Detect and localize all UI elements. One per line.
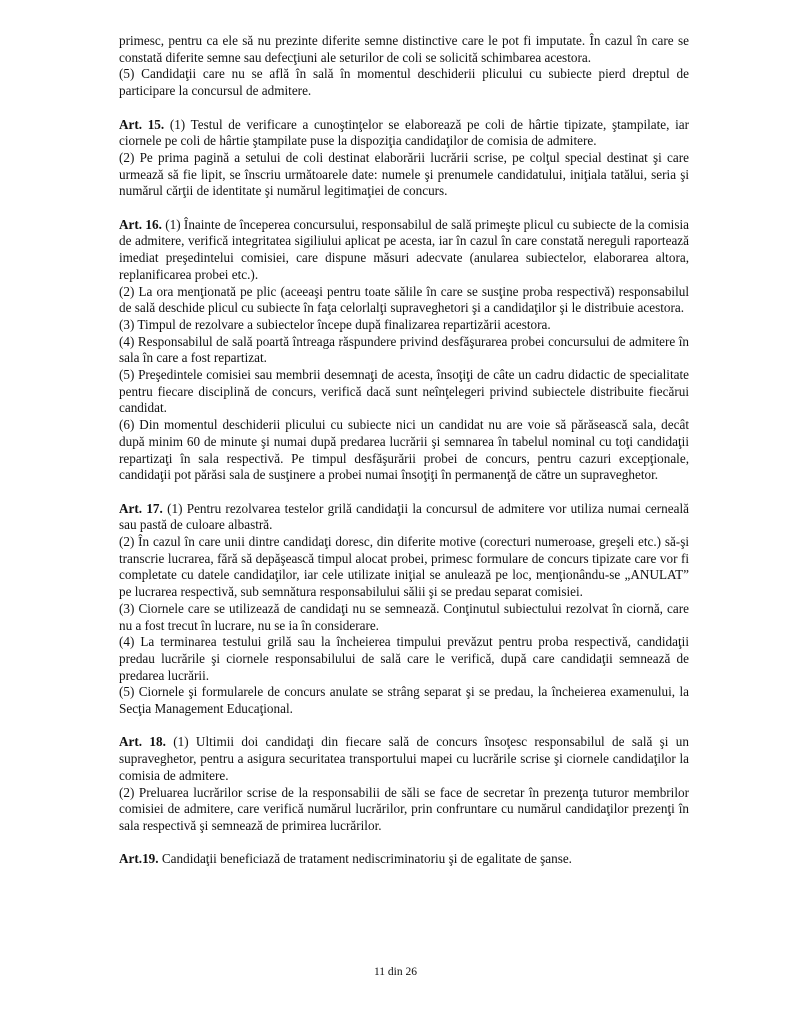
article-17-paragraph-3: (3) Ciornele care se utilizează de candidaţi nu se semnează. Conţinutul subiectului rezolvat în ciornă, care nu a fost trecut în lucrare, nu se ia în considerare. — [119, 600, 689, 633]
intro-paragraph-1: primesc, pentru ca ele să nu prezinte diferite semne distinctive care le pot fi imputate. În cazul în care se constată diferite semne sau defecţiuni ale seturilor de coli se solicită schimbarea acestora. — [119, 33, 689, 65]
article-17-text-1: (1) Pentru rezolvarea testelor grilă candidaţii la concursul de admitere vor utiliza numai cerneală sau pastă de culoare albastră. — [119, 500, 689, 533]
article-18-paragraph-2: (2) Preluarea lucrărilor scrise de la responsabilii de săli se face de secretar în prezenţa tuturor membrilor comisiei de admitere, care verifică numărul lucrărilor, prin confruntare cu numărul candidaţilor prezenţi în sala respectivă şi semnează de primirea lucrărilor. — [119, 784, 689, 833]
article-17-paragraph-2: (2) În cazul în care unii dintre candidaţi doresc, din diferite motive (corecturi numeroase, greşeli etc.) să-şi transcrie lucrarea, fără să depăşească timpul alocat probei, primesc formulare de concurs tipizate care vor fi completate cu datele candidaţilor, iar cele utilizate iniţial se anulează pe loc, menţionându-se „ANULAT” pe lucrarea respectivă, sub semnătura responsabilului sălii şi se predau separat comisiei. — [119, 534, 689, 600]
article-18-paragraph-1 — [119, 734, 689, 784]
article-17-label: Art. 17. — [119, 500, 163, 516]
article-17-paragraph-1 — [119, 501, 689, 534]
article-16-text-1: (1) Înainte de începerea concursului, responsabilul de sală primeşte plicul cu subiecte de la comisia de admitere, verifică integritatea sigiliului aplicat pe acesta, iar în cazul în care constată nereguli raportează imediat preşedintelui comisiei, care dispune măsuri adecvate (anularea subiectelor, elaborarea altora, replanificarea probei etc.). — [119, 216, 689, 282]
article-17-paragraph-4: (4) La terminarea testului grilă sau la încheierea timpului prevăzut pentru proba respectivă, candidaţii predau lucrările şi ciornele responsabilului de sală care le verifică, după care candidaţii semnează de predarea lucrării. — [119, 634, 689, 683]
article-19-paragraph — [119, 851, 689, 868]
article-15-paragraph-1 — [119, 117, 689, 150]
article-19-label: Art.19. — [119, 851, 159, 867]
article-15-paragraph-2: (2) Pe prima pagină a setului de coli destinat elaborării lucrării scrise, pe colţul special destinat şi care urmează să fie lipit, se înscriu următoarele date: numele şi prenumele candidatului, iniţiala tatălui, seria şi numărul cărţii de identitate şi numărul legitimaţiei de concurs. — [119, 149, 689, 199]
article-16-label: Art. 16. — [119, 216, 162, 232]
article-16-paragraph-3: (3) Timpul de rezolvare a subiectelor începe după finalizarea repartizării acestora. — [119, 316, 551, 332]
article-19-text: Candidaţii beneficiază de tratament nediscriminatoriu şi de egalitate de şanse. — [158, 851, 572, 867]
article-16-paragraph-1 — [119, 217, 689, 284]
page-number: 11 din 26 — [373, 966, 418, 978]
document-body — [119, 33, 689, 868]
article-18-label: Art. 18. — [119, 734, 166, 750]
article-15-label: Art. 15. — [119, 116, 165, 132]
intro-paragraph-5: (5) Candidaţii care nu se află în sală în momentul deschiderii plicului cu subiecte pierd dreptul de participare la concursul de admitere. — [119, 66, 689, 99]
article-17-paragraph-5: (5) Ciornele şi formularele de concurs anulate se strâng separat şi se predau, la încheierea examenului, la Secţia Management Educaţional. — [119, 684, 689, 717]
article-16-paragraph-5: (5) Preşedintele comisiei sau membrii desemnaţi de acesta, însoţiţi de câte un cadru didactic de specialitate pentru fiecare disciplină de concurs, verifică dacă sunt neînţelegeri privind subiectele distribuite fiecărui candidat. — [119, 367, 689, 416]
article-16-paragraph-4: (4) Responsabilul de sală poartă întreaga răspundere privind desfăşurarea probei concursului de admitere în sala în care a fost repartizat. — [119, 333, 689, 366]
article-15-text-1: (1) Testul de verificare a cunoştinţelor se elaborează pe coli de hârtie tipizate, ştampilate, iar ciornele pe coli de hârtie ştampilate puse la dispoziţia candidaţilor de comisia de admitere. — [119, 116, 689, 149]
article-18-text-1: (1) Ultimii doi candidaţi din fiecare sală de concurs însoţesc responsabilul de sală şi un supraveghetor, pentru a asigura securitatea transportului mapei cu lucrările scrise şi ciornele candidaţilor la comisia de admitere. — [119, 734, 689, 783]
article-16-paragraph-2: (2) La ora menţionată pe plic (aceeaşi pentru toate sălile în care se susţine proba respectivă) responsabilul de sală deschide plicul cu subiecte în faţa celorlalţi supraveghetori şi a candidaţilor şi le distribuie acestora. — [119, 283, 689, 316]
article-16-paragraph-6: (6) Din momentul deschiderii plicului cu subiecte nici un candidat nu are voie să părăsească sala, decât după minim 60 de minute şi numai după predarea lucrării şi semnarea în tabelul nominal cu toţi candidaţii repartizaţi în sala respectivă. Pe timpul desfăşurării probei de concurs, pentru cazuri excepţionale, candidaţii pot părăsi sala de susţinere a probei numai însoţiţi în permanenţă de către un supraveghetor. — [119, 417, 689, 483]
